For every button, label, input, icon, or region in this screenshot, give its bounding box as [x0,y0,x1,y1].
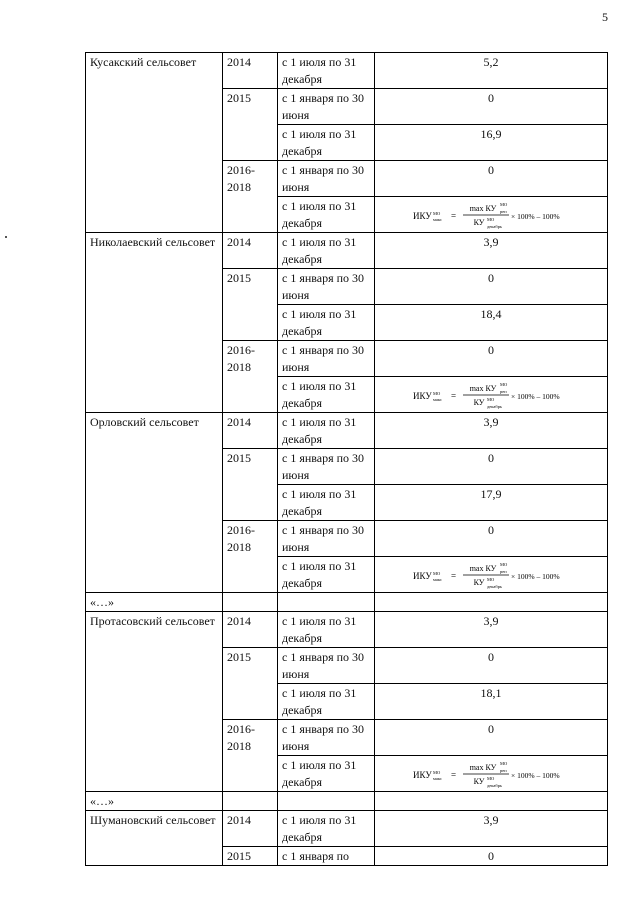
value-cell: 3,9 [375,233,608,269]
formula-lhs: ИКУ [413,390,432,401]
year-cell: 2016-2018 [223,161,278,233]
empty-cell [375,593,608,612]
formula-denominator-sup: МО [487,775,495,781]
formula-numerator-sub: реп [500,208,507,214]
period-cell: с 1 января по 30 июня [278,449,375,485]
municipality-name: Николаевский сельсовет [86,233,223,413]
empty-cell [223,792,278,811]
value-cell: 0 [375,648,608,684]
formula-lhs-sup: МО [433,390,441,396]
year-cell: 2014 [223,612,278,648]
formula-numerator: max КУ [469,203,497,213]
value-cell: 0 [375,341,608,377]
formula-lhs: ИКУ [413,570,432,581]
formula-lhs-sub: макс [433,576,442,582]
period-cell: с 1 июля по 31 декабря [278,612,375,648]
formula-cell [375,557,608,593]
formula-tail: × 100% – 100% [511,211,560,221]
period-cell: с 1 июля по 31 декабря [278,756,375,792]
formula-tail: × 100% – 100% [511,391,560,401]
value-cell: 0 [375,89,608,125]
year-cell: 2015 [223,449,278,521]
empty-cell [223,593,278,612]
period-cell: с 1 июля по 31 декабря [278,413,375,449]
formula-lhs-sup: МО [433,210,441,216]
value-cell: 0 [375,449,608,485]
value-cell: 16,9 [375,125,608,161]
formula-numerator: max КУ [469,762,497,772]
stray-mark [5,236,7,238]
formula-denominator: КУ [473,217,485,227]
formula-cell [375,756,608,792]
period-cell: с 1 января по 30 июня [278,341,375,377]
formula-lhs-sub: макс [433,396,442,402]
empty-cell [375,792,608,811]
formula-equals: = [451,390,457,401]
formula-denominator: КУ [473,397,485,407]
period-cell: с 1 января по [278,847,375,866]
year-cell: 2015 [223,269,278,341]
period-cell: с 1 июля по 31 декабря [278,485,375,521]
formula-equals: = [451,570,457,581]
period-cell: с 1 января по 30 июня [278,521,375,557]
formula-tail: × 100% – 100% [511,571,560,581]
period-cell: с 1 июля по 31 декабря [278,557,375,593]
value-cell: 0 [375,521,608,557]
formula-numerator-sub: реп [500,568,507,574]
period-cell: с 1 июля по 31 декабря [278,125,375,161]
formula-numerator: max КУ [469,563,497,573]
value-cell: 0 [375,269,608,305]
formula-denominator: КУ [473,776,485,786]
formula-numerator-sup: МО [500,760,508,766]
formula-lhs: ИКУ [413,210,432,221]
formula-tail: × 100% – 100% [511,770,560,780]
formula-denominator-sup: МО [487,576,495,582]
formula-numerator: max КУ [469,383,497,393]
formula-lhs-sup: МО [433,769,441,775]
value-cell: 0 [375,720,608,756]
period-cell: с 1 июля по 31 декабря [278,377,375,413]
period-cell: с 1 января по 30 июня [278,161,375,197]
page-number: 5 [602,10,608,24]
period-cell: с 1 июля по 31 декабря [278,811,375,847]
formula-cell [375,197,608,233]
formula-max-index [411,560,571,590]
formula-denominator-sub: декабрь [487,782,502,788]
empty-cell [278,593,375,612]
year-cell: 2015 [223,847,278,866]
formula-denominator-sub: декабрь [487,403,502,409]
ellipsis-row [86,792,608,811]
table-row [86,233,608,269]
ellipsis-cell: «…» [86,593,223,612]
formula-numerator-sup: МО [500,381,508,387]
municipality-name: Шумановский сельсовет [86,811,223,866]
year-cell: 2014 [223,233,278,269]
ellipsis-row [86,593,608,612]
period-cell: с 1 января по 30 июня [278,720,375,756]
formula-lhs-sub: макс [433,775,442,781]
formula-numerator-sub: реп [500,767,507,773]
value-cell: 0 [375,161,608,197]
municipality-name: Протасовский сельсовет [86,612,223,792]
formula-numerator-sup: МО [500,201,508,207]
formula-denominator-sup: МО [487,216,495,222]
table-row [86,811,608,847]
municipality-name: Кусакский сельсовет [86,53,223,233]
period-cell: с 1 июля по 31 декабря [278,233,375,269]
year-cell: 2014 [223,811,278,847]
formula-denominator: КУ [473,577,485,587]
formula-max-index [411,200,571,230]
value-cell: 17,9 [375,485,608,521]
value-cell: 18,4 [375,305,608,341]
period-cell: с 1 июля по 31 декабря [278,53,375,89]
period-cell: с 1 января по 30 июня [278,269,375,305]
value-cell: 3,9 [375,811,608,847]
period-cell: с 1 июля по 31 декабря [278,197,375,233]
period-cell: с 1 июля по 31 декабря [278,684,375,720]
formula-numerator-sub: реп [500,388,507,394]
formula-lhs-sup: МО [433,570,441,576]
formula-max-index [411,759,571,789]
table-row [86,413,608,449]
year-cell: 2015 [223,648,278,720]
year-cell: 2015 [223,89,278,161]
municipality-name: Орловский сельсовет [86,413,223,593]
year-cell: 2016-2018 [223,341,278,413]
period-cell: с 1 января по 30 июня [278,648,375,684]
formula-denominator-sub: декабрь [487,223,502,229]
table-row [86,612,608,648]
formula-denominator-sub: декабрь [487,583,502,589]
year-cell: 2014 [223,53,278,89]
value-cell: 3,9 [375,413,608,449]
tariff-index-table [85,52,608,866]
year-cell: 2014 [223,413,278,449]
period-cell: с 1 января по 30 июня [278,89,375,125]
formula-cell [375,377,608,413]
year-cell: 2016-2018 [223,720,278,792]
value-cell: 0 [375,847,608,866]
formula-equals: = [451,210,457,221]
formula-lhs-sub: макс [433,216,442,222]
formula-equals: = [451,769,457,780]
table-row [86,53,608,89]
empty-cell [278,792,375,811]
formula-lhs: ИКУ [413,769,432,780]
value-cell: 3,9 [375,612,608,648]
period-cell: с 1 июля по 31 декабря [278,305,375,341]
value-cell: 18,1 [375,684,608,720]
ellipsis-cell: «…» [86,792,223,811]
year-cell: 2016-2018 [223,521,278,593]
formula-denominator-sup: МО [487,396,495,402]
value-cell: 5,2 [375,53,608,89]
formula-numerator-sup: МО [500,561,508,567]
formula-max-index [411,380,571,410]
